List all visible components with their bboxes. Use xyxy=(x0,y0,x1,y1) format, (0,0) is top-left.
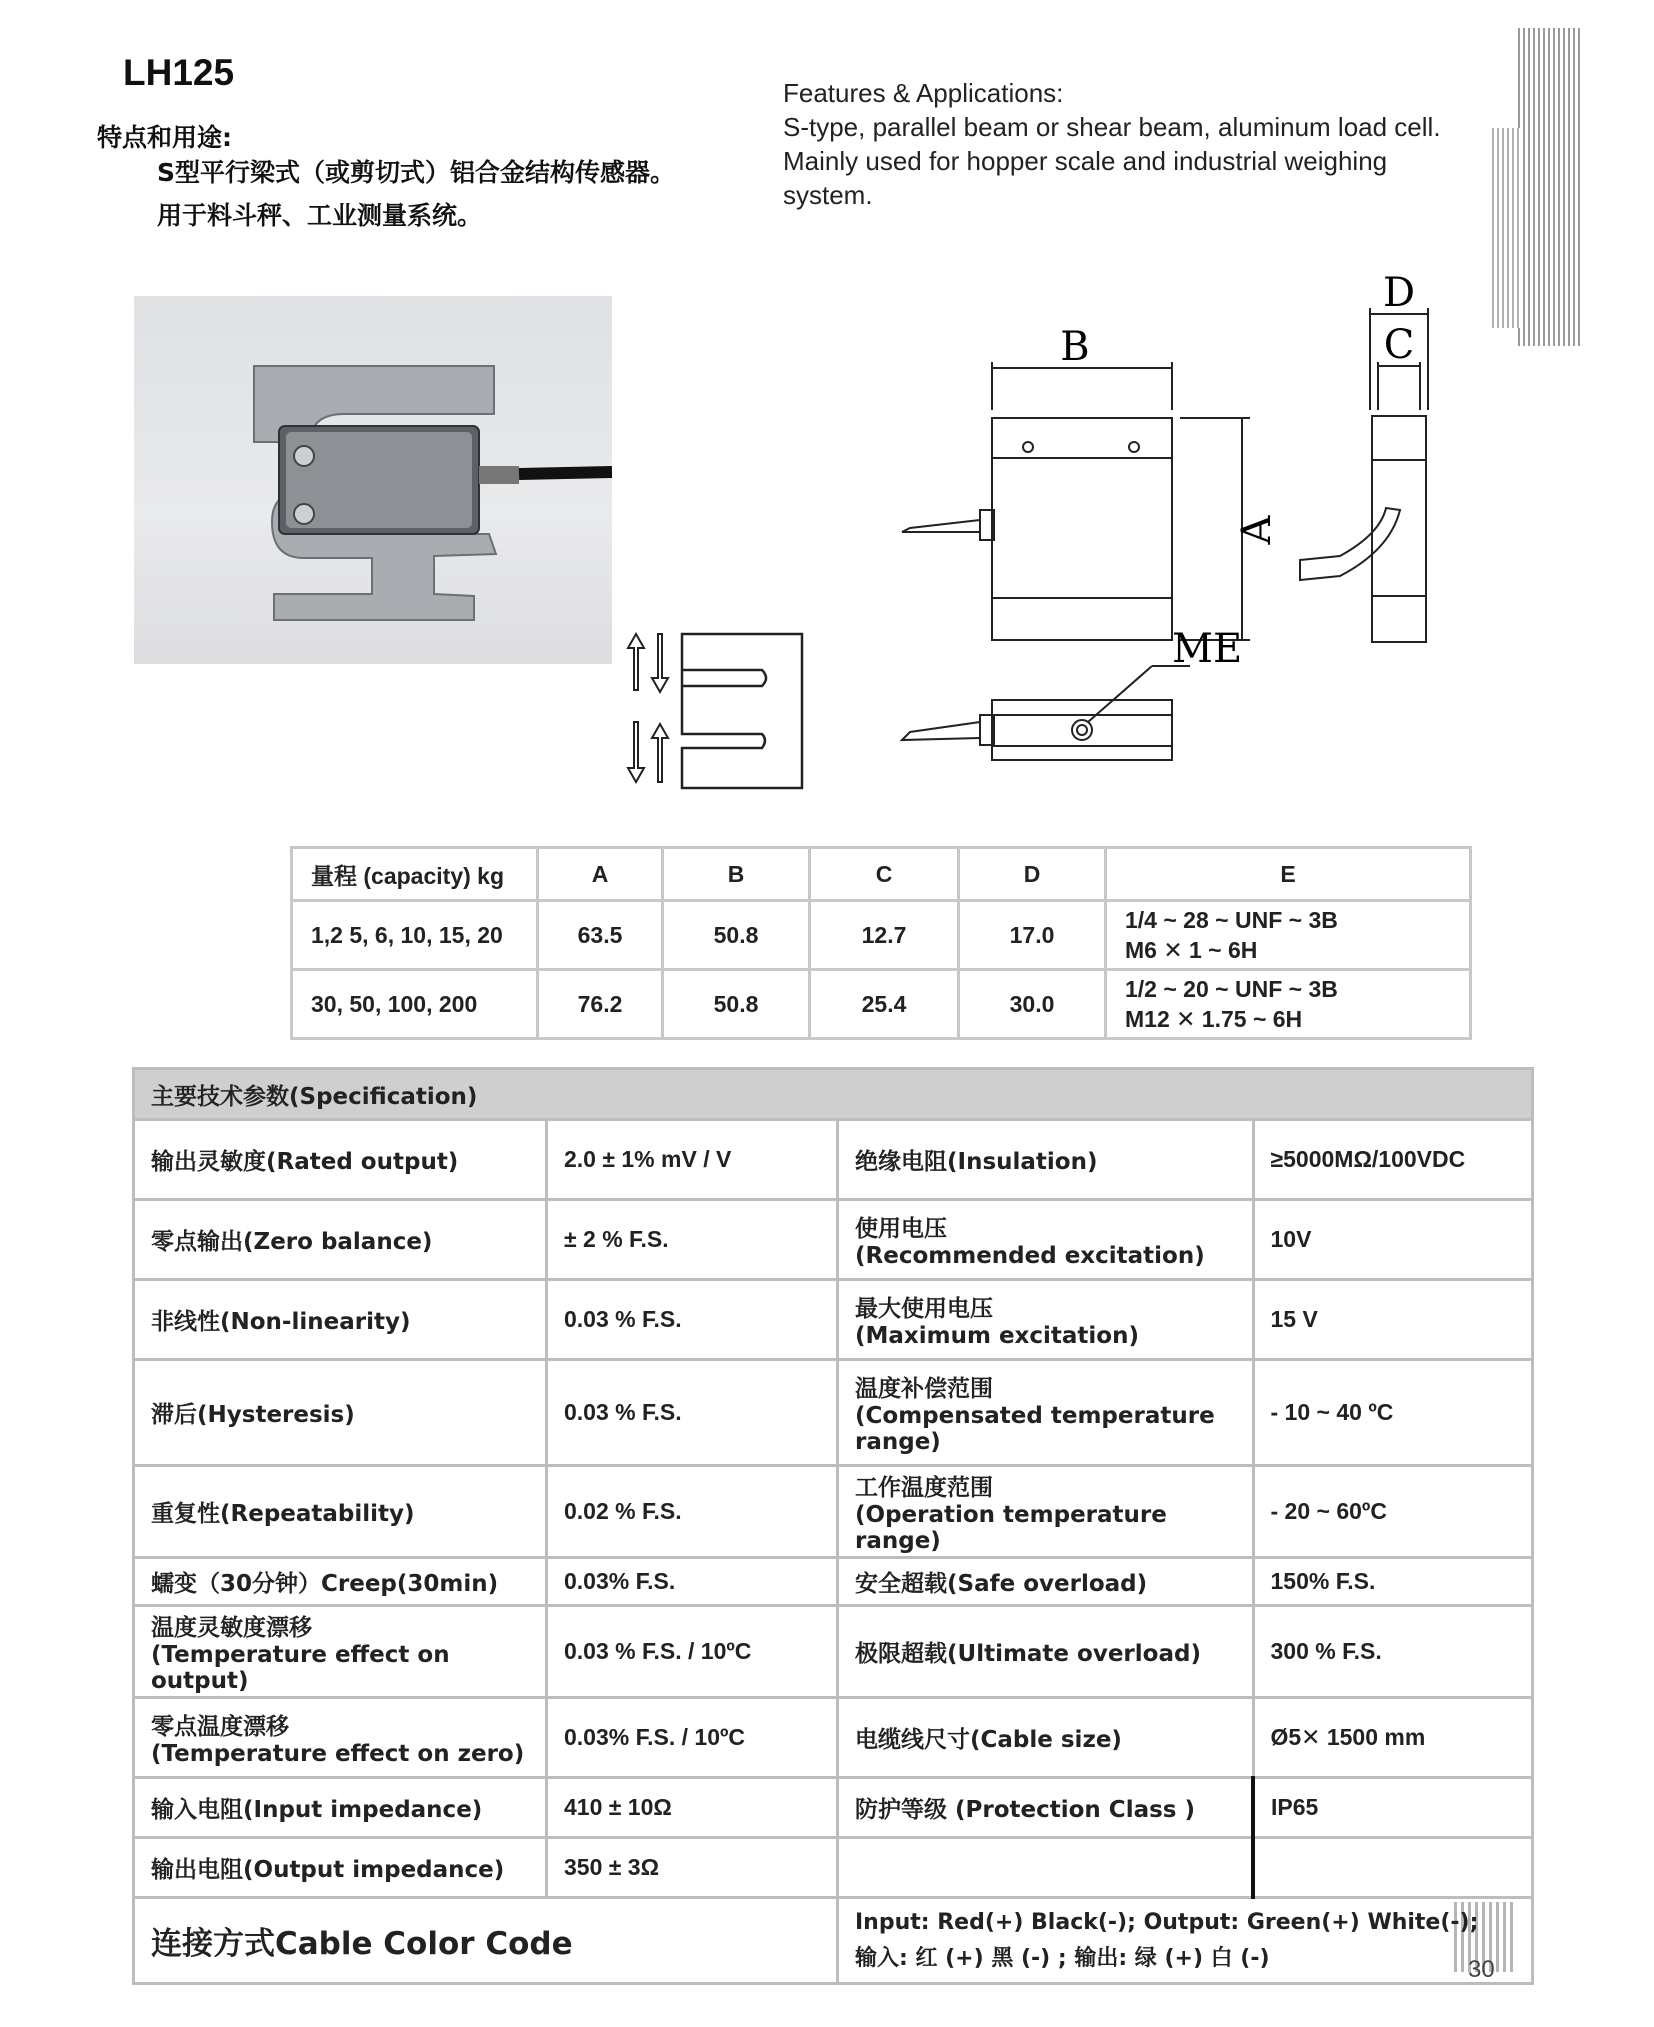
spec-text: 0.03% F.S. xyxy=(564,1568,676,1594)
param-value xyxy=(1253,1698,1533,1778)
spec-text: 0.03 % F.S. xyxy=(564,1399,682,1425)
param-label xyxy=(838,1280,1254,1360)
param-value xyxy=(1253,1200,1533,1280)
header-cell: E xyxy=(1106,848,1471,901)
spec-row xyxy=(134,1360,1533,1466)
header-cell: D xyxy=(959,848,1106,901)
force-direction-diagram xyxy=(620,630,810,795)
spec-row xyxy=(134,1606,1533,1698)
thread-line: 1/4 ~ 28 ~ UNF ~ 3B xyxy=(1125,907,1338,933)
cn-line-2: 用于料斗秤、工业测量系统。 xyxy=(157,201,483,230)
spec-row xyxy=(134,1120,1533,1200)
spec-row xyxy=(134,1466,1533,1558)
capacity-table xyxy=(290,846,1472,1040)
cable-code-cn: 输入: 红 (+) 黑 (-) ; 输出: 绿 (+) 白 (-) xyxy=(855,1945,1270,1971)
param-label xyxy=(134,1838,547,1898)
spec-text: (Maximum excitation) xyxy=(855,1323,1139,1349)
spec-text: 输出电阻(Output impedance) xyxy=(151,1857,505,1883)
spec-text: 工作温度范围 xyxy=(855,1475,993,1501)
param-value xyxy=(1253,1120,1533,1200)
page-number: 30 xyxy=(1468,1956,1495,1983)
spec-text: 非线性(Non-linearity) xyxy=(151,1309,411,1335)
spec-text: 15 V xyxy=(1270,1306,1318,1332)
header-cell: C xyxy=(810,848,959,901)
thread-cell xyxy=(1106,901,1471,970)
spec-text: 零点输出(Zero balance) xyxy=(151,1229,433,1255)
spec-text: 温度补偿范围 xyxy=(855,1376,993,1402)
spec-text: 电缆线尺寸(Cable size) xyxy=(855,1727,1122,1753)
spec-row xyxy=(134,1558,1533,1606)
cable-code-en: Input: Red(+) Black(-); Output: Green(+) White(-); xyxy=(855,1909,1479,1935)
param-value xyxy=(1253,1466,1533,1558)
spec-text: 0.02 % F.S. xyxy=(564,1498,682,1524)
features-line: S-type, parallel beam or shear beam, aluminum load cell. xyxy=(783,112,1441,142)
dim-label-b: B xyxy=(1060,324,1090,370)
param-label xyxy=(134,1558,547,1606)
dim-cell: 25.4 xyxy=(810,970,959,1039)
spec-text: 绝缘电阻(Insulation) xyxy=(855,1149,1098,1175)
spec-text: (Recommended excitation) xyxy=(855,1243,1205,1269)
dim-label-c: C xyxy=(1383,322,1415,368)
spec-text: 150% F.S. xyxy=(1270,1568,1376,1594)
param-value xyxy=(1253,1778,1533,1838)
spec-text: (Compensated temperature range) xyxy=(855,1403,1215,1455)
table-row xyxy=(292,970,1471,1039)
spec-header-row xyxy=(134,1069,1533,1120)
param-label xyxy=(134,1360,547,1466)
spec-text: Ø5✕ 1500 mm xyxy=(1270,1724,1426,1750)
spec-text: (Temperature effect on output) xyxy=(151,1642,450,1694)
spec-text: 极限超载(Ultimate overload) xyxy=(855,1641,1201,1667)
param-value xyxy=(1253,1360,1533,1466)
param-label xyxy=(134,1778,547,1838)
spec-text: 2.0 ± 1% mV / V xyxy=(564,1146,732,1172)
decorative-stripes xyxy=(1492,128,1520,328)
param-value xyxy=(1253,1280,1533,1360)
table-header-row xyxy=(292,848,1471,901)
spec-text: 最大使用电压 xyxy=(855,1296,993,1322)
s-shape-outline xyxy=(682,634,802,788)
param-label xyxy=(838,1200,1254,1280)
param-label xyxy=(838,1838,1254,1898)
param-value xyxy=(547,1200,838,1280)
dim-cell: 50.8 xyxy=(663,901,810,970)
param-value xyxy=(1253,1558,1533,1606)
spec-text: 蠕变（30分钟）Creep(30min) xyxy=(151,1571,499,1597)
param-label xyxy=(134,1466,547,1558)
dim-cell: 30.0 xyxy=(959,970,1106,1039)
param-value xyxy=(1253,1838,1533,1898)
param-value xyxy=(547,1606,838,1698)
spec-heading: 主要技术参数(Specification) xyxy=(134,1069,1533,1120)
param-label xyxy=(838,1778,1254,1838)
thread-cell xyxy=(1106,970,1471,1039)
cable-codes xyxy=(838,1898,1533,1984)
param-value xyxy=(547,1280,838,1360)
param-label xyxy=(134,1606,547,1698)
cn-line-1: S型平行梁式（或剪切式）铝合金结构传感器。 xyxy=(157,158,676,187)
spec-row xyxy=(134,1698,1533,1778)
cable-row xyxy=(134,1898,1533,1984)
arrow-down-icon xyxy=(628,722,644,782)
features-text xyxy=(783,76,1503,212)
spec-row xyxy=(134,1838,1533,1898)
param-value xyxy=(547,1360,838,1466)
spec-text: ≥5000MΩ/100VDC xyxy=(1270,1146,1466,1172)
features-line: system. xyxy=(783,180,873,210)
spec-text: 安全超载(Safe overload) xyxy=(855,1571,1148,1597)
spec-text: 300 % F.S. xyxy=(1270,1638,1382,1664)
thread-line: M12 ✕ 1.75 ~ 6H xyxy=(1125,1006,1303,1032)
dimension-drawing xyxy=(890,270,1450,790)
dim-label-me: ME xyxy=(1172,626,1243,672)
spec-text: IP65 xyxy=(1271,1794,1319,1820)
capacity-cell: 30, 50, 100, 200 xyxy=(292,970,538,1039)
param-label xyxy=(838,1606,1254,1698)
param-value xyxy=(547,1558,838,1606)
table-row xyxy=(292,901,1471,970)
capacity-cell: 1,2 5, 6, 10, 15, 20 xyxy=(292,901,538,970)
spec-text: 使用电压 xyxy=(855,1216,947,1242)
decorative-stripes xyxy=(1518,28,1580,346)
header-cell: A xyxy=(538,848,663,901)
arrow-down-icon xyxy=(652,634,668,692)
features-line: Mainly used for hopper scale and industrial weighing xyxy=(783,146,1388,176)
spec-text: (Operation temperature range) xyxy=(855,1502,1167,1554)
param-value xyxy=(547,1466,838,1558)
arrow-up-icon xyxy=(652,724,668,782)
param-label xyxy=(134,1120,547,1200)
dim-cell: 50.8 xyxy=(663,970,810,1039)
spec-text: 10V xyxy=(1270,1226,1312,1252)
spec-text: ± 2 % F.S. xyxy=(564,1226,669,1252)
param-label xyxy=(838,1360,1254,1466)
dim-cell: 63.5 xyxy=(538,901,663,970)
spec-row xyxy=(134,1778,1533,1838)
param-value xyxy=(547,1120,838,1200)
arrow-up-icon xyxy=(628,634,644,690)
dim-label-a: A xyxy=(1234,515,1280,545)
specification-table xyxy=(132,1067,1534,1985)
param-value xyxy=(547,1838,838,1898)
param-label xyxy=(134,1280,547,1360)
param-value xyxy=(547,1698,838,1778)
spec-text: 0.03 % F.S. xyxy=(564,1306,682,1332)
param-label xyxy=(838,1558,1254,1606)
spec-text: - 20 ~ 60ºC xyxy=(1270,1498,1387,1524)
spec-text: 输入电阻(Input impedance) xyxy=(151,1797,483,1823)
spec-row xyxy=(134,1200,1533,1280)
spec-rows xyxy=(134,1120,1533,1898)
cn-heading: 特点和用途: xyxy=(97,123,232,152)
spec-text: 防护等级 (Protection Class ) xyxy=(855,1797,1195,1823)
param-label xyxy=(838,1698,1254,1778)
param-label xyxy=(134,1698,547,1778)
product-photo xyxy=(134,296,612,664)
spec-text: 零点温度漂移 xyxy=(151,1714,289,1740)
header-cell: B xyxy=(663,848,810,901)
param-label xyxy=(838,1466,1254,1558)
spec-text: 重复性(Repeatability) xyxy=(151,1501,415,1527)
load-cell-illustration xyxy=(134,296,612,664)
model-title: LH125 xyxy=(123,52,235,93)
param-value xyxy=(547,1778,838,1838)
spec-text: 350 ± 3Ω xyxy=(564,1854,660,1880)
spec-row xyxy=(134,1280,1533,1360)
dim-label-d: D xyxy=(1382,270,1416,316)
spec-text: 410 ± 10Ω xyxy=(564,1794,672,1820)
param-label xyxy=(838,1120,1254,1200)
thread-line: 1/2 ~ 20 ~ UNF ~ 3B xyxy=(1125,976,1338,1002)
header-cell: 量程 (capacity) kg xyxy=(292,848,538,901)
thread-line: M6 ✕ 1 ~ 6H xyxy=(1125,937,1258,963)
spec-text: 滞后(Hysteresis) xyxy=(151,1402,355,1428)
spec-text: 0.03 % F.S. / 10ºC xyxy=(564,1638,752,1664)
param-value xyxy=(1253,1606,1533,1698)
dim-cell: 76.2 xyxy=(538,970,663,1039)
spec-text: 0.03% F.S. / 10ºC xyxy=(564,1724,745,1750)
dim-cell: 12.7 xyxy=(810,901,959,970)
cable-label: 连接方式Cable Color Code xyxy=(134,1898,838,1984)
spec-text: 输出灵敏度(Rated output) xyxy=(151,1149,459,1175)
spec-text: (Temperature effect on zero) xyxy=(151,1741,525,1767)
param-label xyxy=(134,1200,547,1280)
spec-text: 温度灵敏度漂移 xyxy=(151,1615,312,1641)
spec-text: - 10 ~ 40 ºC xyxy=(1270,1399,1394,1425)
features-line: Features & Applications: xyxy=(783,78,1064,108)
dim-cell: 17.0 xyxy=(959,901,1106,970)
